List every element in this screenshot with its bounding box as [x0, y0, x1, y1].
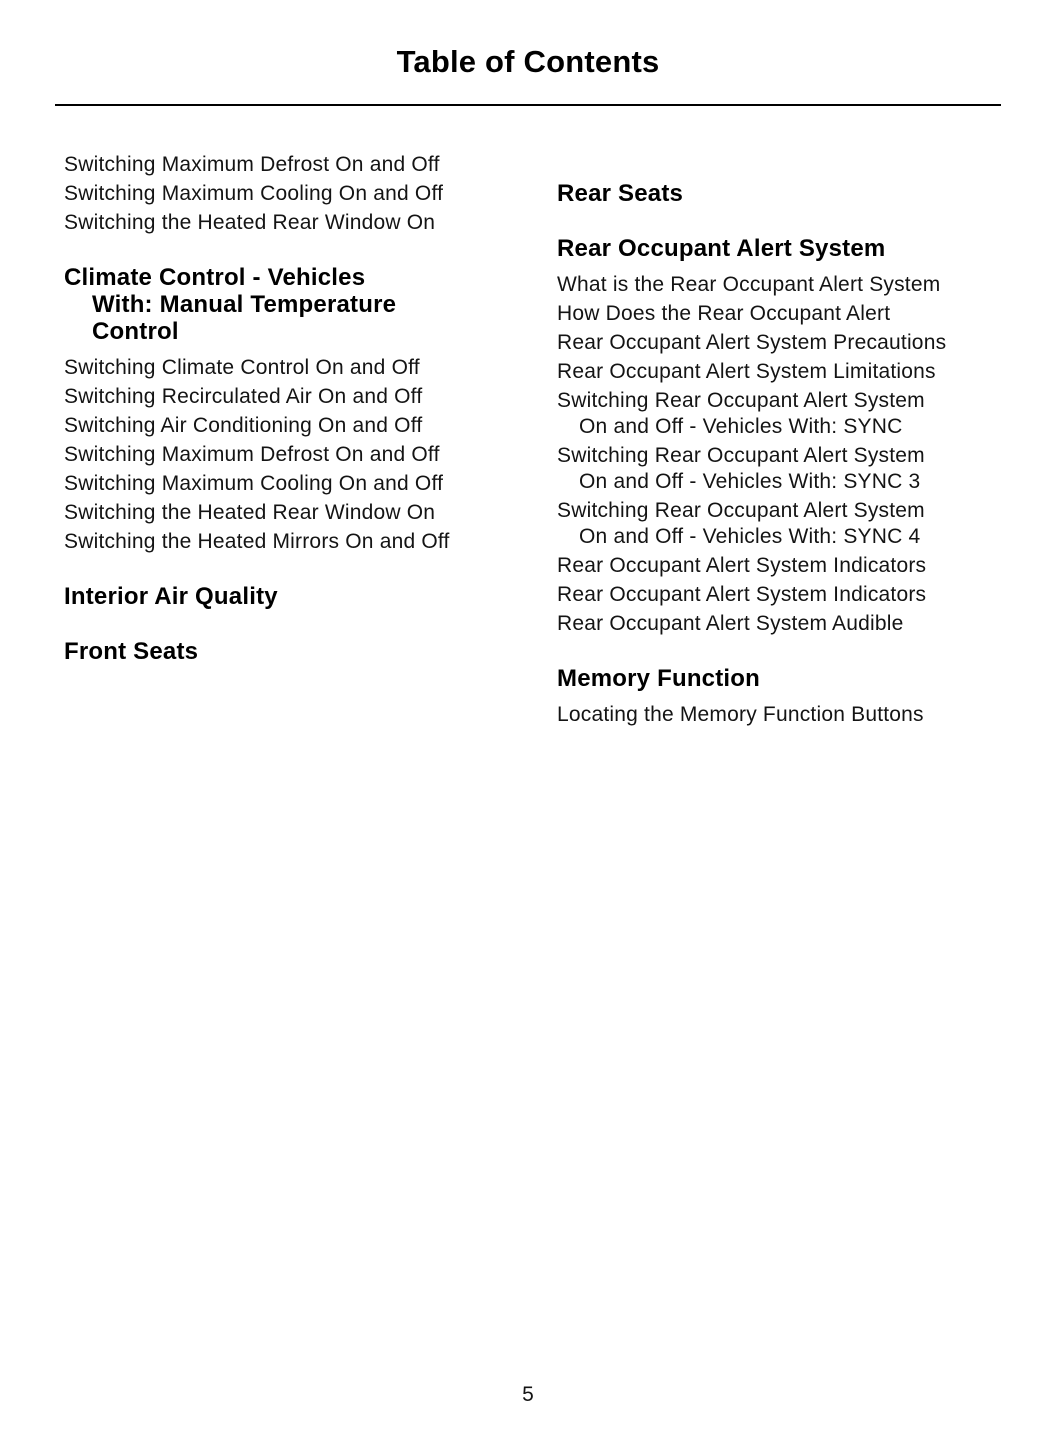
toc-entry[interactable] — [557, 301, 1001, 327]
toc-entry[interactable] — [557, 330, 1001, 356]
toc-entry-text: Rear Occupant Alert System Limitations — [557, 360, 936, 383]
toc-entry[interactable] — [64, 413, 508, 439]
toc-entry-text: Switching Rear Occupant Alert System — [557, 389, 925, 412]
page-number: 5 — [522, 1383, 534, 1406]
section-heading-line: Rear Seats — [557, 180, 684, 207]
toc-entry[interactable] — [557, 702, 1001, 728]
toc-entry[interactable] — [557, 553, 1001, 579]
section-heading-line: Front Seats — [64, 638, 199, 665]
toc-entry-text: Rear Occupant Alert System Precautions — [557, 331, 947, 354]
toc-entry-text: Switching the Heated Rear Window On — [64, 211, 436, 234]
toc-entry-text: Switching Maximum Defrost On and Off — [64, 443, 440, 466]
toc-column — [64, 152, 508, 675]
toc-entry[interactable] — [557, 611, 1001, 637]
toc-entry-text: Switching Rear Occupant Alert System — [557, 444, 925, 467]
toc-entry-text: Switching Air Conditioning On and Off — [64, 414, 423, 437]
toc-entry[interactable] — [557, 388, 1001, 440]
toc-entry-text: Switching Maximum Cooling On and Off — [64, 182, 444, 205]
toc-entry-text: Switching Recirculated Air On and Off — [64, 385, 423, 408]
toc-entry-text: Switching Maximum Defrost On and Off — [64, 153, 440, 176]
section-heading — [64, 264, 508, 345]
page-footer — [0, 1383, 1056, 1407]
toc-entry[interactable] — [557, 359, 1001, 385]
toc-entry-text: Rear Occupant Alert System Indicators — [557, 554, 927, 577]
section-heading-line: Rear Occupant Alert System — [557, 235, 886, 262]
toc-entry[interactable] — [64, 355, 508, 381]
section-heading — [557, 665, 1001, 692]
toc-entry-text: Locating the Memory Function Buttons — [557, 703, 924, 726]
toc-entry-text: How Does the Rear Occupant Alert — [557, 302, 891, 325]
toc-entry[interactable] — [64, 152, 508, 178]
toc-entry-text: Switching the Heated Rear Window On — [64, 501, 436, 524]
page-title: Table of Contents — [396, 44, 660, 79]
toc-entry-text: Switching Climate Control On and Off — [64, 356, 420, 379]
toc-entry[interactable] — [64, 210, 508, 236]
toc-entry[interactable] — [557, 443, 1001, 495]
toc-entry-text: On and Off - Vehicles With: SYNC 3 — [579, 470, 921, 493]
section-heading-line: Control — [92, 318, 179, 345]
section-heading — [557, 180, 1001, 207]
toc-entry[interactable] — [64, 500, 508, 526]
section-heading-line: Memory Function — [557, 665, 761, 692]
toc-entry-text: On and Off - Vehicles With: SYNC 4 — [579, 525, 921, 548]
section-heading — [557, 235, 1001, 262]
toc-entry[interactable] — [64, 181, 508, 207]
toc-column — [557, 152, 1001, 731]
toc-entry-text: Switching Rear Occupant Alert System — [557, 499, 925, 522]
toc-entry-text: Switching the Heated Mirrors On and Off — [64, 530, 450, 553]
toc-entry[interactable] — [557, 582, 1001, 608]
section-heading-line: Climate Control - Vehicles — [64, 264, 366, 291]
toc-entry[interactable] — [64, 529, 508, 555]
toc-entry[interactable] — [64, 442, 508, 468]
toc-entry-text: Rear Occupant Alert System Indicators — [557, 583, 927, 606]
toc-entry-text: On and Off - Vehicles With: SYNC — [579, 415, 903, 438]
section-heading-line: Interior Air Quality — [64, 583, 278, 610]
toc-entry[interactable] — [557, 498, 1001, 550]
section-heading-line: With: Manual Temperature — [92, 291, 397, 318]
toc-entry[interactable] — [557, 272, 1001, 298]
section-heading — [64, 638, 508, 665]
section-heading — [64, 583, 508, 610]
toc-body — [0, 106, 1056, 731]
toc-entry[interactable] — [64, 384, 508, 410]
toc-entry-text: Rear Occupant Alert System Audible — [557, 612, 904, 635]
toc-entry-text: What is the Rear Occupant Alert System — [557, 273, 941, 296]
toc-entry[interactable] — [64, 471, 508, 497]
toc-entry-text: Switching Maximum Cooling On and Off — [64, 472, 444, 495]
